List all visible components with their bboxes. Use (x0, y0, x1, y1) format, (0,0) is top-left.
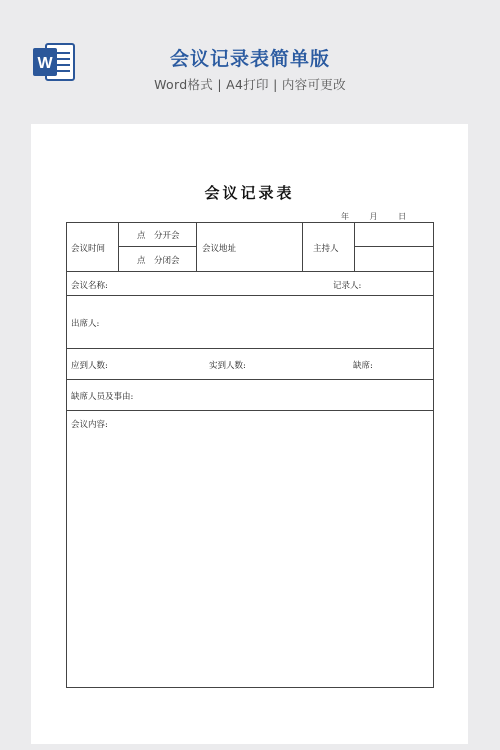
attendees-label: 出席人: (71, 319, 100, 329)
actual-count-label: 实到人数: (209, 361, 246, 371)
host-label: 主持人 (313, 244, 339, 254)
meeting-record-table (31, 124, 468, 744)
meeting-content-label: 会议内容: (71, 420, 108, 430)
expected-count-label: 应到人数: (71, 361, 108, 371)
location-label: 会议地址 (202, 244, 237, 254)
word-logo-letter: W (37, 55, 53, 72)
meeting-name-label: 会议名称: (71, 281, 108, 291)
page-header (0, 0, 500, 125)
page-subtitle: Word格式 | A4打印 | 内容可更改 (154, 77, 346, 92)
date-month: 月 (369, 212, 378, 221)
page-title: 会议记录表简单版 (169, 48, 330, 70)
document-title: 会议记录表 (204, 184, 295, 202)
date-year: 年 (341, 212, 349, 221)
absent-label: 缺席: (353, 361, 373, 371)
date-day: 日 (398, 212, 407, 221)
document-page (31, 124, 468, 744)
meeting-time-label: 会议时间 (71, 244, 106, 254)
recorder-label: 记录人: (333, 281, 362, 291)
end-time-label: 点 分闭会 (137, 256, 180, 266)
start-time-label: 点 分开会 (137, 231, 180, 241)
absent-reason-label: 缺席人员及事由: (71, 392, 134, 402)
